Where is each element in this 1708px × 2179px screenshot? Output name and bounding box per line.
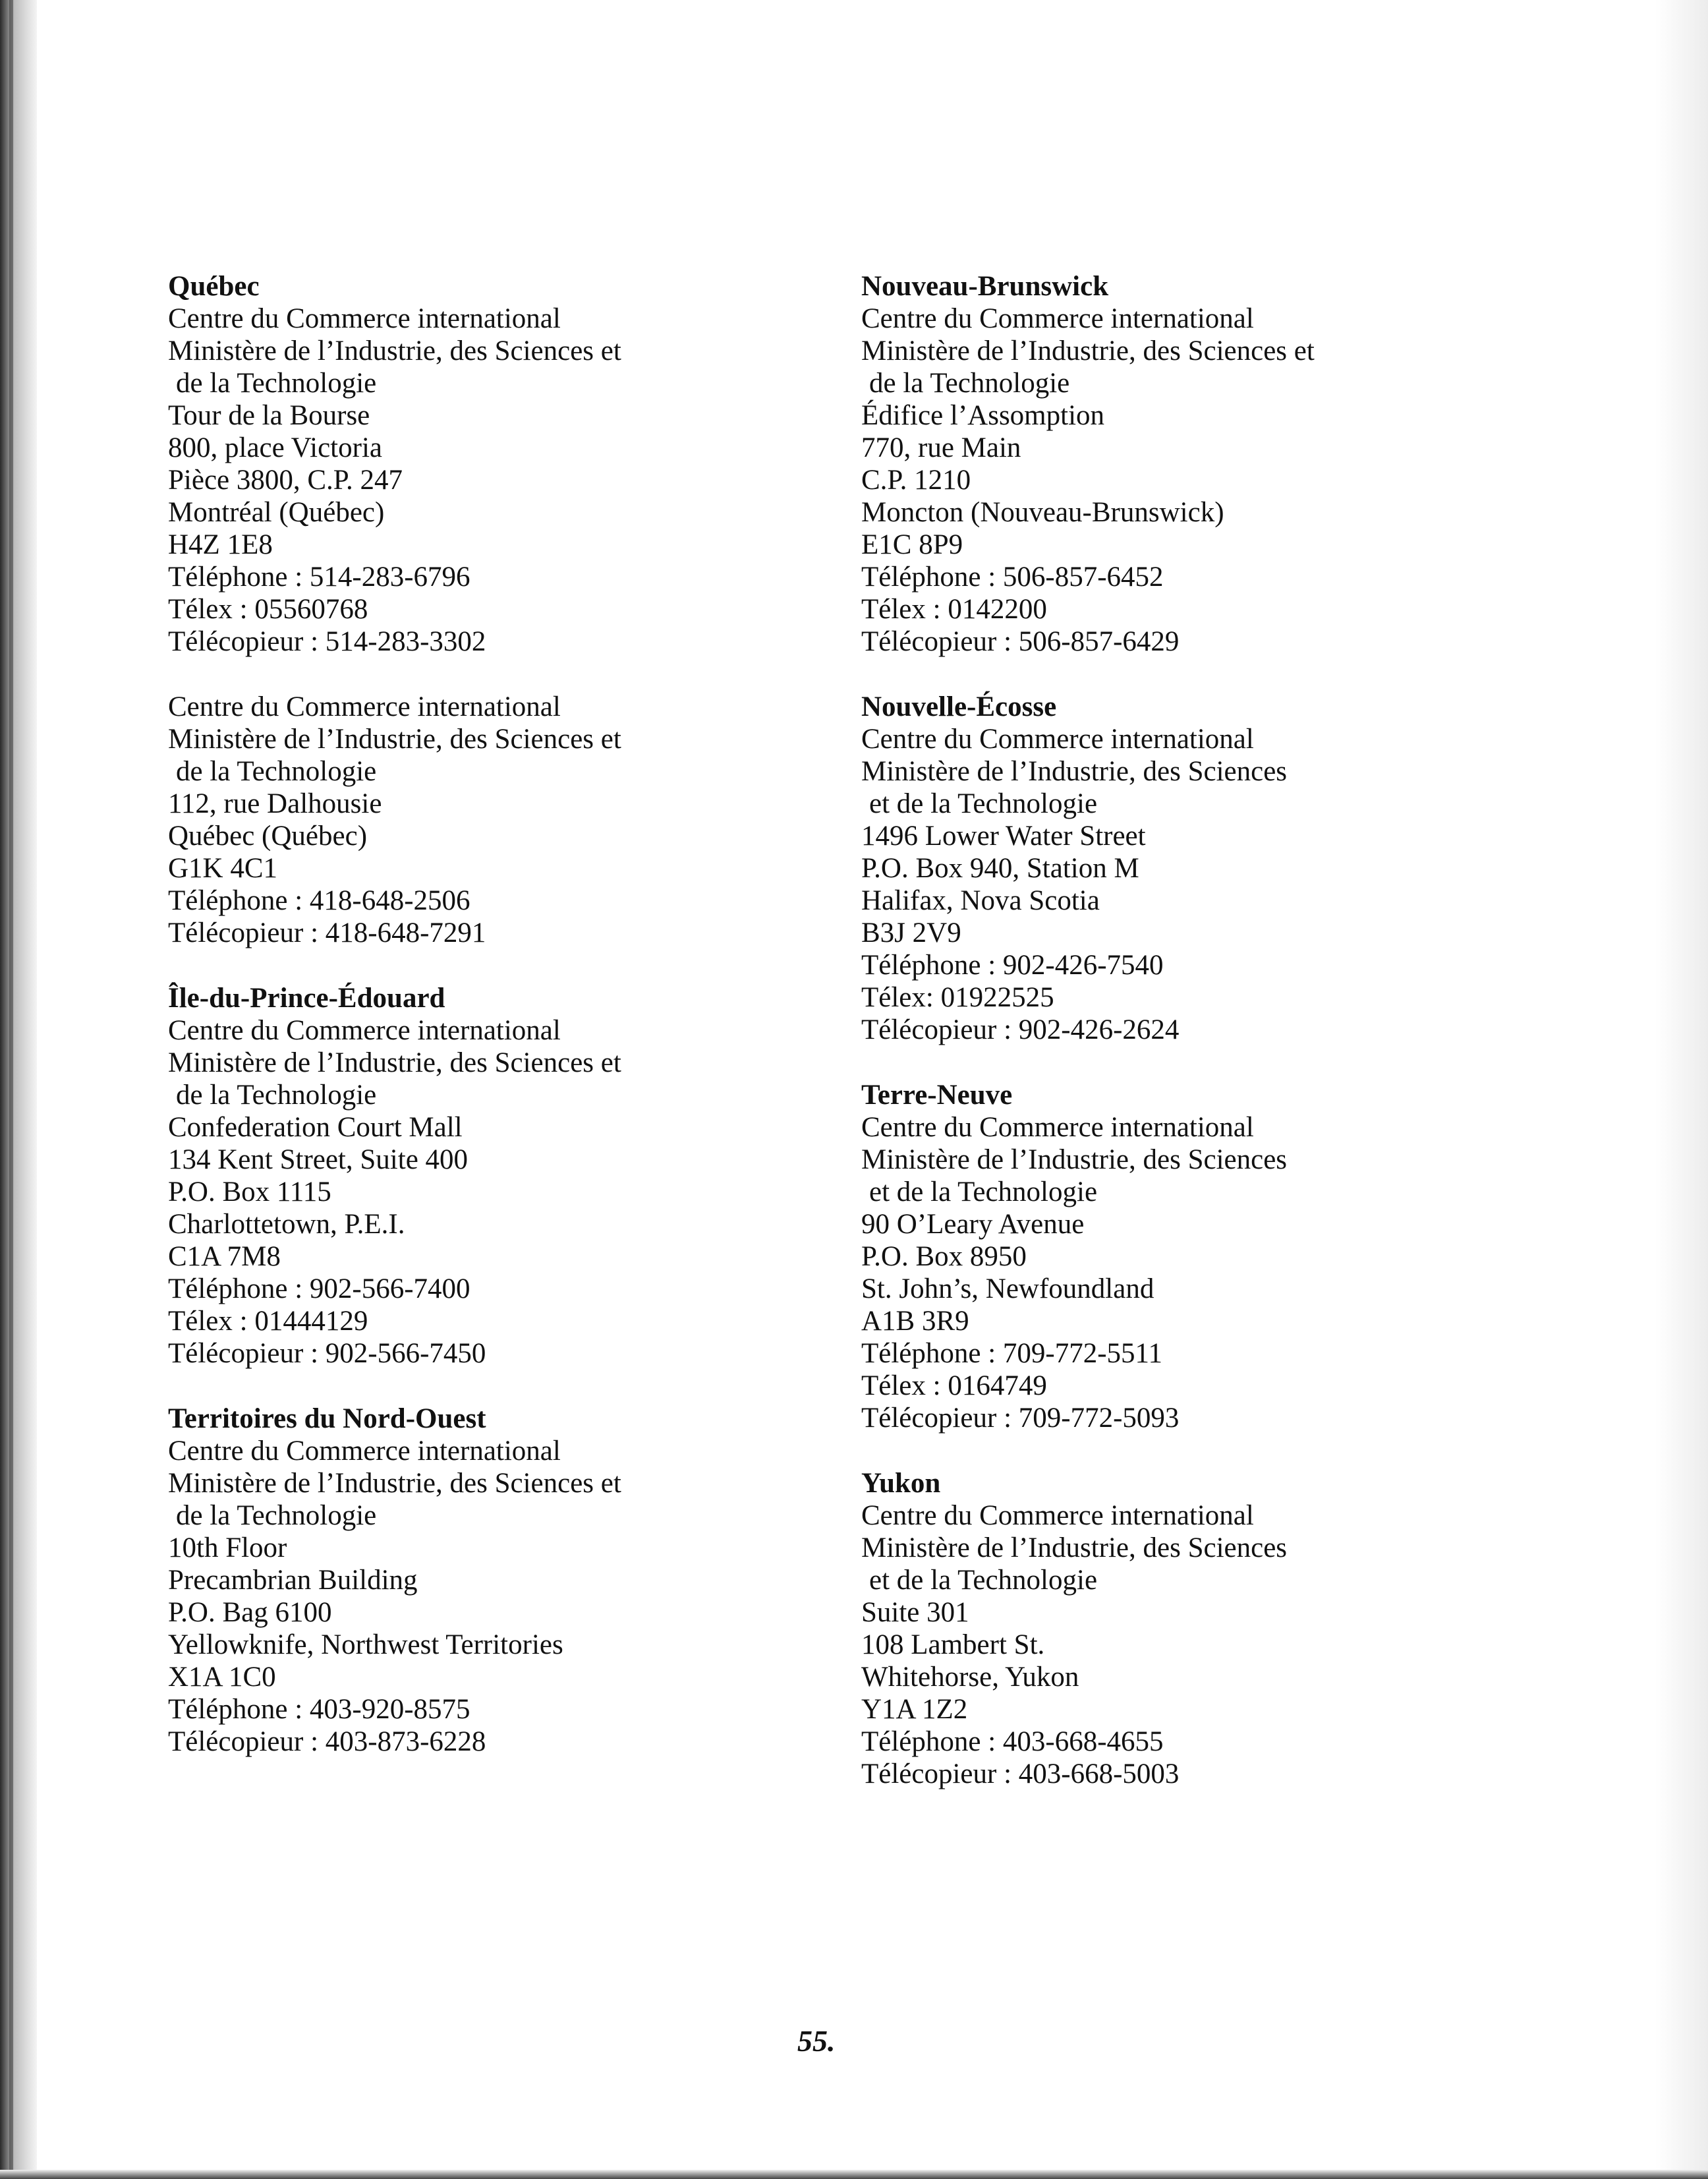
address-line: Centre du Commerce international (861, 303, 1254, 334)
address-line: Tour de la Bourse (168, 400, 370, 431)
address-line: Télécopieur : 902-426-2624 (861, 1014, 1180, 1045)
address-line: P.O. Bag 6100 (168, 1597, 332, 1628)
address-line: Centre du Commerce international (168, 1436, 561, 1467)
address-line: Ministère de l’Industrie, des Sciences (861, 1144, 1288, 1175)
address-line: Télécopieur : 709-772-5093 (861, 1403, 1180, 1434)
address-line: Ministère de l’Industrie, des Sciences et (168, 724, 621, 755)
right-column (861, 270, 1454, 1823)
page-number: 55. (797, 2024, 836, 2058)
address-line: Télex: 01922525 (861, 982, 1054, 1013)
address-heading: Terre-Neuve (861, 1080, 1013, 1111)
scan-edge-right (1655, 0, 1708, 2179)
address-line: Ministère de l’Industrie, des Sciences et (168, 1468, 621, 1499)
address-line: 1496 Lower Water Street (861, 821, 1146, 852)
address-line: B3J 2V9 (861, 917, 961, 948)
address-line: X1A 1C0 (168, 1662, 276, 1693)
address-line: St. John’s, Newfoundland (861, 1273, 1154, 1304)
address-line: de la Technologie (176, 1500, 377, 1531)
address-block (168, 982, 761, 1370)
address-line: E1C 8P9 (861, 529, 963, 560)
address-block (861, 1467, 1454, 1790)
address-line: C1A 7M8 (168, 1241, 281, 1272)
address-line: Centre du Commerce international (168, 691, 561, 722)
address-line: 770, rue Main (861, 432, 1021, 463)
address-line: Télécopieur : 403-668-5003 (861, 1758, 1180, 1789)
address-line: Charlottetown, P.E.I. (168, 1209, 405, 1240)
address-line: Édifice l’Assomption (861, 400, 1105, 431)
address-line: Suite 301 (861, 1597, 969, 1628)
address-line: Ministère de l’Industrie, des Sciences et (861, 335, 1315, 366)
address-line: H4Z 1E8 (168, 529, 273, 560)
address-line: P.O. Box 1115 (168, 1177, 331, 1207)
address-line: 800, place Victoria (168, 432, 382, 463)
address-line: Télex : 01444129 (168, 1306, 368, 1337)
address-line: Ministère de l’Industrie, des Sciences (861, 756, 1288, 787)
address-heading: Nouveau-Brunswick (861, 271, 1109, 302)
address-line: 90 O’Leary Avenue (861, 1209, 1085, 1240)
address-line: Téléphone : 902-426-7540 (861, 950, 1164, 981)
address-block (168, 691, 761, 949)
address-line: et de la Technologie (869, 1565, 1098, 1596)
address-line: Ministère de l’Industrie, des Sciences et (168, 1047, 621, 1078)
address-line: Centre du Commerce international (861, 724, 1254, 755)
address-heading: Nouvelle-Écosse (861, 691, 1057, 722)
address-line: et de la Technologie (869, 788, 1098, 819)
address-line: Télécopieur : 418-648-7291 (168, 917, 486, 948)
address-line: Y1A 1Z2 (861, 1694, 968, 1725)
address-block (861, 270, 1454, 658)
scan-edge-left (0, 0, 37, 2179)
address-block (861, 1079, 1454, 1434)
address-line: et de la Technologie (869, 1177, 1098, 1207)
address-line: Ministère de l’Industrie, des Sciences (861, 1532, 1288, 1563)
address-line: Precambrian Building (168, 1565, 418, 1596)
address-line: Téléphone : 506-857-6452 (861, 562, 1164, 593)
address-heading: Territoires du Nord-Ouest (168, 1403, 486, 1434)
address-line: de la Technologie (176, 756, 377, 787)
address-line: Confederation Court Mall (168, 1112, 463, 1143)
address-block (168, 1403, 761, 1758)
address-line: Télécopieur : 902-566-7450 (168, 1338, 486, 1369)
address-line: de la Technologie (176, 1080, 377, 1111)
address-line: 10th Floor (168, 1532, 287, 1563)
address-line: Moncton (Nouveau-Brunswick) (861, 497, 1224, 528)
address-heading: Île-du-Prince-Édouard (168, 983, 445, 1014)
address-heading: Yukon (861, 1468, 941, 1499)
address-block (168, 270, 761, 658)
address-line: 108 Lambert St. (861, 1629, 1045, 1660)
address-line: Téléphone : 418-648-2506 (168, 885, 470, 916)
address-line: A1B 3R9 (861, 1306, 969, 1337)
address-line: Pièce 3800, C.P. 247 (168, 465, 403, 496)
address-line: Téléphone : 403-668-4655 (861, 1726, 1164, 1757)
address-line: Yellowknife, Northwest Territories (168, 1629, 563, 1660)
address-line: Téléphone : 902-566-7400 (168, 1273, 470, 1304)
address-line: Téléphone : 514-283-6796 (168, 562, 470, 593)
left-column (168, 270, 761, 1791)
address-line: Centre du Commerce international (168, 303, 561, 334)
address-line: Centre du Commerce international (168, 1015, 561, 1046)
address-line: Centre du Commerce international (861, 1500, 1254, 1531)
address-line: Téléphone : 709-772-5511 (861, 1338, 1162, 1369)
page-content (168, 270, 1486, 1852)
address-line: 134 Kent Street, Suite 400 (168, 1144, 469, 1175)
scan-edge-bottom (0, 2170, 1708, 2179)
address-line: Montréal (Québec) (168, 497, 385, 528)
address-line: Télécopieur : 514-283-3302 (168, 626, 486, 657)
address-line: P.O. Box 8950 (861, 1241, 1027, 1272)
address-line: de la Technologie (869, 368, 1070, 399)
address-heading: Québec (168, 271, 260, 302)
address-line: Télex : 0142200 (861, 594, 1047, 625)
address-line: Québec (Québec) (168, 821, 368, 852)
address-line: Ministère de l’Industrie, des Sciences et (168, 335, 621, 366)
address-line: de la Technologie (176, 368, 377, 399)
address-block (861, 691, 1454, 1046)
address-line: Halifax, Nova Scotia (861, 885, 1100, 916)
address-line: Télex : 05560768 (168, 594, 368, 625)
address-line: Centre du Commerce international (861, 1112, 1254, 1143)
address-line: C.P. 1210 (861, 465, 971, 496)
address-line: P.O. Box 940, Station M (861, 853, 1139, 884)
address-line: Télécopieur : 506-857-6429 (861, 626, 1180, 657)
address-line: Télex : 0164749 (861, 1370, 1047, 1401)
address-line: Télécopieur : 403-873-6228 (168, 1726, 486, 1757)
address-line: Téléphone : 403-920-8575 (168, 1694, 470, 1725)
address-line: G1K 4C1 (168, 853, 278, 884)
address-line: Whitehorse, Yukon (861, 1662, 1079, 1693)
address-line: 112, rue Dalhousie (168, 788, 382, 819)
